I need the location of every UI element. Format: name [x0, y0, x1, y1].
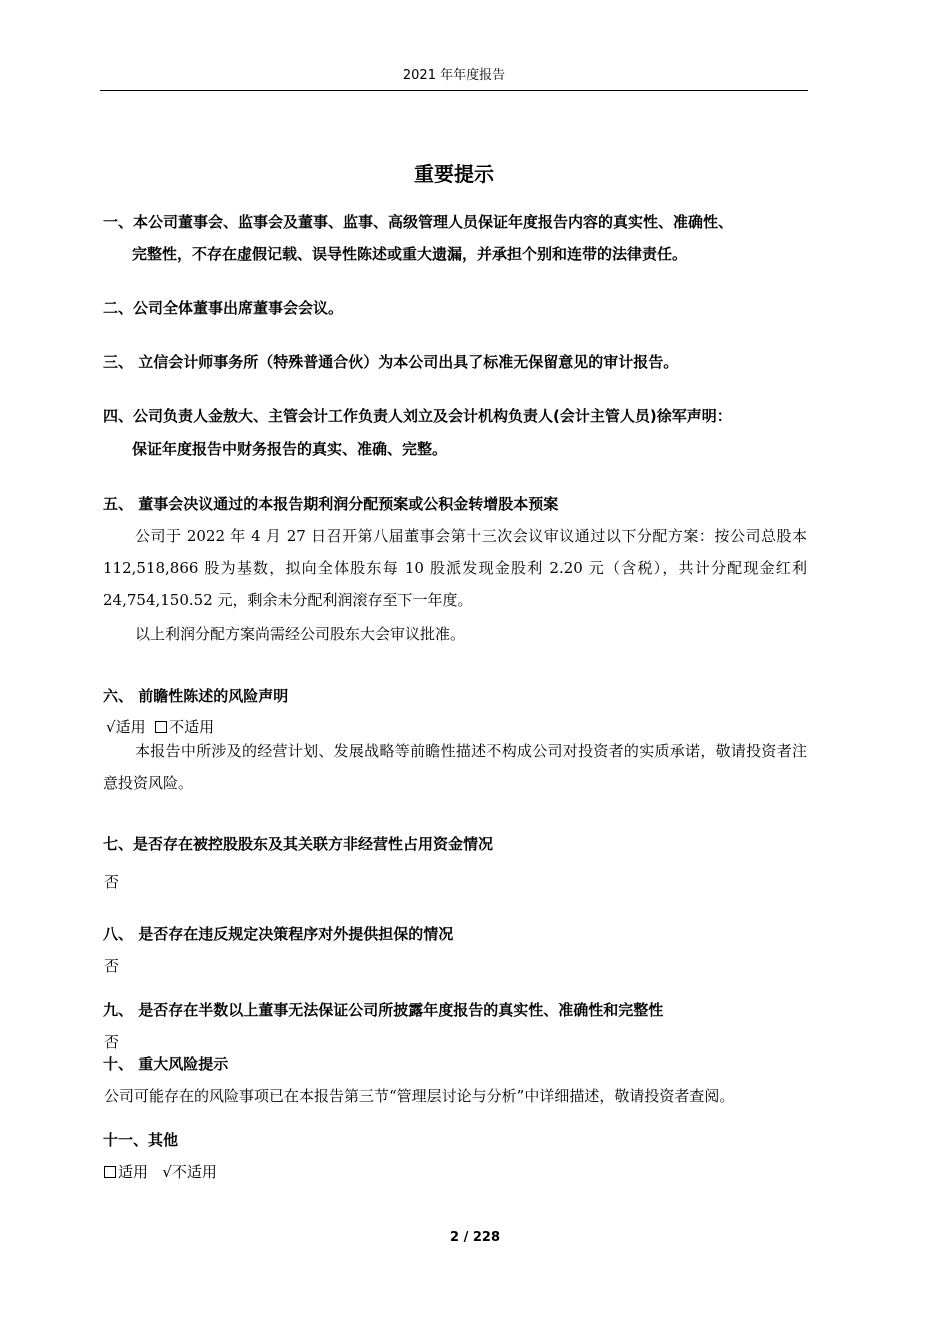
item-10-paragraph: 公司可能存在的风险事项已在本报告第三节“管理层讨论与分析”中详细描述，敬请投资者查阅。: [104, 1087, 735, 1105]
item-9-heading: 九、 是否存在半数以上董事无法保证公司所披露年度报告的真实性、准确性和完整性: [103, 1001, 664, 1019]
check-mark-icon: √: [106, 718, 116, 736]
item-3: 三、 立信会计师事务所（特殊普通合伙）为本公司出具了标准无保留意见的审计报告。: [103, 353, 679, 371]
item-9-answer: 否: [104, 1033, 120, 1051]
item-7-heading: 七、是否存在被控股股东及其关联方非经营性占用资金情况: [103, 835, 494, 853]
item-6-heading: 六、 前瞻性陈述的风险声明: [103, 687, 289, 705]
check-mark-icon: √: [162, 1163, 172, 1181]
item-10-heading: 十、 重大风险提示: [103, 1055, 229, 1073]
applicable-label: 适用: [115, 718, 146, 736]
item-8-heading: 八、 是否存在违反规定决策程序对外提供担保的情况: [103, 925, 454, 943]
item-5-note: 以上利润分配方案尚需经公司股东大会审议批准。: [135, 625, 466, 643]
item-1-line-2: 完整性，不存在虚假记载、误导性陈述或重大遗漏，并承担个别和连带的法律责任。: [132, 245, 688, 263]
running-header: 2021 年年度报告: [100, 62, 808, 91]
item-4-line-2: 保证年度报告中财务报告的真实、准确、完整。: [132, 440, 448, 458]
page-title: 重要提示: [414, 162, 494, 186]
current-page: 2: [450, 1230, 460, 1245]
total-pages: 228: [472, 1230, 500, 1245]
page-separator: /: [459, 1230, 473, 1245]
page-number: [100, 1230, 850, 1245]
item-2: 二、公司全体董事出席董事会会议。: [103, 299, 344, 317]
item-6-paragraph: 本报告中所涉及的经营计划、发展战略等前瞻性描述不构成公司对投资者的实质承诺，敬请投资者注意投资风险。: [103, 742, 807, 792]
item-4-line-1: 四、公司负责人金敖大、主管会计工作负责人刘立及会计机构负责人(会计主管人员)徐军声明：: [103, 407, 732, 425]
checkbox-icon: [104, 1166, 116, 1178]
not-applicable-label: 不适用: [169, 718, 215, 736]
item-11-heading: 十一、其他: [103, 1131, 179, 1149]
item-7-answer: 否: [104, 873, 120, 891]
checkbox-icon: [155, 721, 167, 733]
item-11-applicability: [104, 1162, 217, 1182]
item-8-answer: 否: [104, 957, 120, 975]
item-1-line-1: 一、本公司董事会、监事会及董事、监事、高级管理人员保证年度报告内容的真实性、准确性、: [103, 213, 734, 231]
item-6-applicability: [106, 717, 214, 737]
not-applicable-label: 不适用: [171, 1163, 217, 1181]
item-5-heading: 五、 董事会决议通过的本报告期利润分配预案或公积金转增股本预案: [103, 495, 559, 513]
applicable-label: 适用: [118, 1163, 149, 1181]
item-5-paragraph: 公司于 2022 年 4 月 27 日召开第八届董事会第十三次会议审议通过以下分配方案：按公司总股本 112,518,866 股为基数，拟向全体股东每 10 股派发现金股利 2.20 元（含税），共计分配现金红利 24,754,150.52 元，剩余未分配利润滚存至下一年度。: [103, 527, 807, 609]
